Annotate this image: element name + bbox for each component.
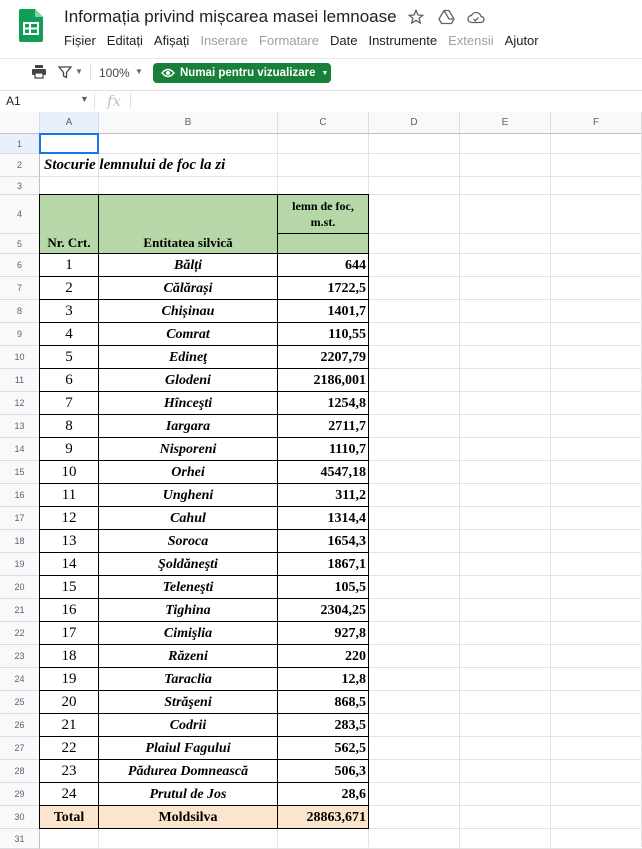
table-cell-entity[interactable]: Tighina (99, 599, 278, 622)
table-cell-nr[interactable]: 12 (40, 507, 99, 530)
table-cell-value[interactable]: 2186,001 (278, 369, 369, 392)
row-header[interactable]: 14 (0, 438, 40, 461)
menu-bar (64, 33, 550, 48)
table-cell-value[interactable]: 110,55 (278, 323, 369, 346)
header-nr-crt[interactable]: Nr. Crt. (40, 195, 99, 254)
row-header[interactable]: 31 (0, 829, 40, 849)
zoom-dropdown-icon[interactable]: ▼ (135, 67, 143, 76)
total-value[interactable]: 28863,671 (278, 806, 369, 829)
row-header[interactable]: 2 (0, 154, 40, 177)
table-cell-nr[interactable]: 3 (40, 300, 99, 323)
table-cell-entity[interactable]: Orhei (99, 461, 278, 484)
row-header[interactable]: 27 (0, 737, 40, 760)
row-header[interactable]: 26 (0, 714, 40, 737)
move-to-drive-icon[interactable] (437, 8, 455, 26)
table-cell-nr[interactable]: 18 (40, 645, 99, 668)
table-cell-entity[interactable]: Străşeni (99, 691, 278, 714)
table-cell-value[interactable]: 283,5 (278, 714, 369, 737)
table-cell-nr[interactable]: 21 (40, 714, 99, 737)
table-cell-entity[interactable]: Plaiul Fagului (99, 737, 278, 760)
table-cell-nr[interactable]: 13 (40, 530, 99, 553)
row-header[interactable]: 20 (0, 576, 40, 599)
menu-item-data[interactable]: Date (330, 33, 358, 48)
row-header[interactable]: 10 (0, 346, 40, 369)
table-cell-value[interactable]: 1254,8 (278, 392, 369, 415)
table-cell-entity[interactable]: Răzeni (99, 645, 278, 668)
row-header[interactable]: 30 (0, 806, 40, 829)
filter-icon[interactable] (58, 65, 72, 79)
table-cell-value[interactable]: 311,2 (278, 484, 369, 507)
table-cell-entity[interactable]: Comrat (99, 323, 278, 346)
table-cell-value[interactable]: 28,6 (278, 783, 369, 806)
table-cell-entity[interactable]: Edineţ (99, 346, 278, 369)
document-title[interactable]: Informația privind mișcarea masei lemnoase (64, 7, 397, 26)
table-cell-value[interactable]: 562,5 (278, 737, 369, 760)
row-header[interactable]: 17 (0, 507, 40, 530)
table-cell-value[interactable]: 2207,79 (278, 346, 369, 369)
menu-item-format: Formatare (259, 33, 319, 48)
table-cell-entity[interactable]: Teleneşti (99, 576, 278, 599)
table-cell-value[interactable]: 2711,7 (278, 415, 369, 438)
grid-line (459, 134, 460, 847)
name-box-dropdown-icon[interactable]: ▼ (80, 94, 89, 104)
table-cell-entity[interactable]: Bălți (99, 254, 278, 277)
table-cell-entity[interactable]: Nisporeni (99, 438, 278, 461)
column-header[interactable]: A (40, 112, 99, 134)
cloud-status-icon[interactable] (467, 8, 485, 26)
table-cell-entity[interactable]: Călărași (99, 277, 278, 300)
row-header[interactable]: 18 (0, 530, 40, 553)
row-header[interactable]: 7 (0, 277, 40, 300)
select-all-corner[interactable] (0, 112, 40, 134)
table-cell-nr[interactable]: 4 (40, 323, 99, 346)
selected-cell[interactable] (39, 133, 99, 154)
table-cell-entity[interactable]: Cahul (99, 507, 278, 530)
table-cell-value[interactable]: 4547,18 (278, 461, 369, 484)
header-value-merged-cell[interactable] (278, 234, 369, 254)
row-header[interactable]: 28 (0, 760, 40, 783)
zoom-select[interactable]: 100% (99, 66, 130, 80)
table-cell-value[interactable]: 506,3 (278, 760, 369, 783)
table-cell-nr[interactable]: 7 (40, 392, 99, 415)
row-header[interactable]: 22 (0, 622, 40, 645)
view-only-label: Numai pentru vizualizare (180, 67, 316, 79)
row-header[interactable]: 16 (0, 484, 40, 507)
formula-bar (0, 90, 642, 113)
view-only-dropdown-icon: ▼ (321, 69, 329, 77)
table-cell-nr[interactable]: 10 (40, 461, 99, 484)
table-cell-entity[interactable]: Pădurea Domnească (99, 760, 278, 783)
table-cell-value[interactable]: 1722,5 (278, 277, 369, 300)
name-box[interactable]: A1 (6, 94, 21, 108)
grid-line (550, 134, 551, 847)
column-header[interactable]: E (460, 112, 551, 134)
table-cell-entity[interactable]: Iargara (99, 415, 278, 438)
table-cell-nr[interactable]: 6 (40, 369, 99, 392)
table-cell-entity[interactable]: Taraclia (99, 668, 278, 691)
row-header[interactable]: 19 (0, 553, 40, 576)
table-cell-nr[interactable]: 15 (40, 576, 99, 599)
table-cell-entity[interactable]: Şoldăneşti (99, 553, 278, 576)
fx-icon: fx (107, 92, 122, 110)
table-cell-nr[interactable]: 17 (40, 622, 99, 645)
table-cell-nr[interactable]: 9 (40, 438, 99, 461)
table-cell-value[interactable]: 868,5 (278, 691, 369, 714)
table-cell-nr[interactable]: 16 (40, 599, 99, 622)
header-value[interactable]: lemn de foc, m.st. (278, 195, 369, 234)
table-cell-value[interactable]: 12,8 (278, 668, 369, 691)
table-cell-nr[interactable]: 5 (40, 346, 99, 369)
menu-item-tools[interactable]: Instrumente (368, 33, 438, 48)
print-icon[interactable] (31, 65, 47, 79)
row-header[interactable]: 13 (0, 415, 40, 438)
table-cell-value[interactable]: 1867,1 (278, 553, 369, 576)
table-cell-entity[interactable]: Hînceşti (99, 392, 278, 415)
menu-item-insert: Inserare (200, 33, 249, 48)
table-cell-nr[interactable]: 14 (40, 553, 99, 576)
table-cell-nr[interactable]: 2 (40, 277, 99, 300)
menu-item-help[interactable]: Ajutor (504, 33, 539, 48)
eye-icon (161, 68, 175, 78)
row-header[interactable]: 1 (0, 134, 40, 154)
row-header[interactable]: 23 (0, 645, 40, 668)
table-cell-value[interactable]: 1314,4 (278, 507, 369, 530)
toolbar-separator (90, 64, 91, 80)
total-entity[interactable]: Moldsilva (99, 806, 278, 829)
row-header[interactable]: 25 (0, 691, 40, 714)
sheet-heading: Stocurie lemnului de foc la zi (44, 157, 226, 173)
star-icon[interactable] (407, 8, 425, 26)
row-header[interactable]: 21 (0, 599, 40, 622)
table-cell-nr[interactable]: 24 (40, 783, 99, 806)
formula-separator (94, 93, 95, 109)
row-header[interactable]: 29 (0, 783, 40, 806)
table-cell-value[interactable]: 1401,7 (278, 300, 369, 323)
table-cell-entity[interactable]: Chișinau (99, 300, 278, 323)
table-cell-entity[interactable]: Codrii (99, 714, 278, 737)
column-header[interactable]: B (99, 112, 278, 134)
row-header[interactable]: 8 (0, 300, 40, 323)
table-cell-nr[interactable]: 8 (40, 415, 99, 438)
column-header[interactable]: C (278, 112, 369, 134)
table-cell-entity[interactable]: Ungheni (99, 484, 278, 507)
table-cell-entity[interactable]: Glodeni (99, 369, 278, 392)
sheets-logo-icon[interactable] (19, 9, 43, 42)
row-header[interactable]: 24 (0, 668, 40, 691)
filter-dropdown-icon[interactable]: ▼ (75, 67, 83, 76)
row-header[interactable]: 12 (0, 392, 40, 415)
row-header[interactable]: 5 (0, 234, 40, 254)
table-cell-value[interactable]: 220 (278, 645, 369, 668)
menu-item-edit[interactable]: Editați (106, 33, 143, 48)
view-only-button[interactable] (153, 63, 331, 83)
table-cell-value[interactable]: 1654,3 (278, 530, 369, 553)
total-label[interactable]: Total (40, 806, 99, 829)
table-cell-entity[interactable]: Soroca (99, 530, 278, 553)
table-cell-nr[interactable]: 22 (40, 737, 99, 760)
table-cell-value[interactable]: 644 (278, 254, 369, 277)
menu-item-file[interactable]: Fișier (64, 33, 96, 48)
row-header[interactable]: 6 (0, 254, 40, 277)
title-area (0, 0, 642, 56)
menu-item-view[interactable]: Afișați (153, 33, 190, 48)
table-cell-value[interactable]: 1110,7 (278, 438, 369, 461)
menu-item-extensions: Extensii (448, 33, 494, 48)
table-cell-value[interactable]: 105,5 (278, 576, 369, 599)
formula-separator (130, 93, 131, 109)
row-header[interactable]: 3 (0, 177, 40, 195)
table-cell-value[interactable]: 927,8 (278, 622, 369, 645)
column-header[interactable]: F (551, 112, 642, 134)
column-header[interactable]: D (369, 112, 460, 134)
table-cell-value[interactable]: 2304,25 (278, 599, 369, 622)
row-header[interactable]: 4 (0, 195, 40, 234)
table-cell-nr[interactable]: 23 (40, 760, 99, 783)
table-cell-nr[interactable]: 19 (40, 668, 99, 691)
table-cell-entity[interactable]: Prutul de Jos (99, 783, 278, 806)
row-header[interactable]: 9 (0, 323, 40, 346)
table-cell-nr[interactable]: 11 (40, 484, 99, 507)
row-header[interactable]: 11 (0, 369, 40, 392)
table-cell-nr[interactable]: 1 (40, 254, 99, 277)
header-entity[interactable]: Entitatea silvică (99, 195, 278, 254)
table-cell-entity[interactable]: Cimişlia (99, 622, 278, 645)
table-cell-nr[interactable]: 20 (40, 691, 99, 714)
row-header[interactable]: 15 (0, 461, 40, 484)
